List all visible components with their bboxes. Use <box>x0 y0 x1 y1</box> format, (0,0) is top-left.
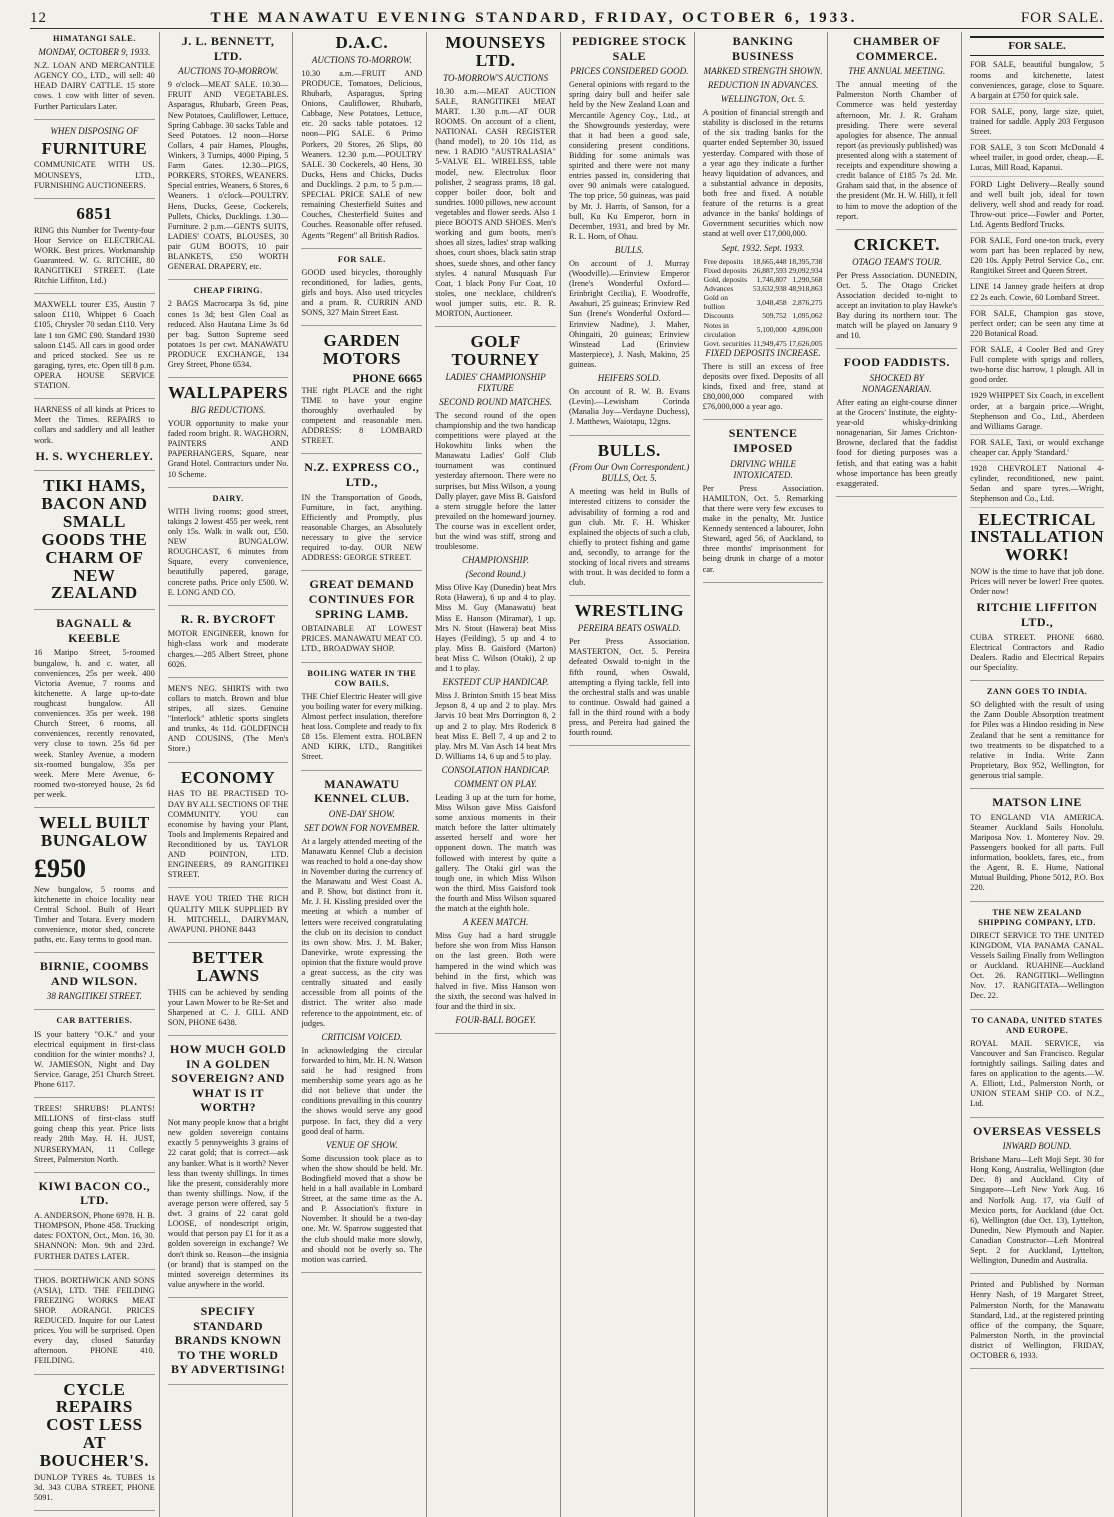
garden-motors-ad <box>301 332 422 454</box>
table-row <box>703 293 824 311</box>
table-row <box>703 284 824 293</box>
article-subheading: INWARD BOUND. <box>1002 1141 1072 1152</box>
ad-heading: THE NEW ZEALAND SHIPPING COMPANY, LTD. <box>978 907 1096 927</box>
chamber-article <box>836 34 957 230</box>
overseas-article <box>970 1124 1104 1275</box>
article-text: Leading 3 up at the turn for home, Miss Wilson gave Miss Gaisford some anxious moments in their match before the latter ultimately asserted herself and wore her opponent down. The match was followed with interest by quite a gallery. The Otaki girl was the tough one, in which Miss Wilson won the third. Miss Gaisford took the fourth and Miss Wilson squared the match at the eighth hole. <box>435 792 556 914</box>
article-subheading: HEIFERS SOLD. <box>597 373 661 384</box>
article-subheading: DRIVING WHILE INTOXICATED. <box>730 458 796 480</box>
bagnall-ad <box>34 616 155 808</box>
article-text: In acknowledging the circular forwarded to him, Mr. H. N. Watson said he had resigned from membership some years ago as he did not believe that under the conditions prevailing in this country the shows would serve any good purpose. In fact, they did a very good deal of harm. <box>301 1045 423 1136</box>
ad-heading: CAR BATTERIES. <box>56 1016 133 1026</box>
table-cell: 509,752 <box>762 311 787 321</box>
article-text: General opinions with regard to the spring dairy bull and heifer sale held by the New Zealand Loan and Mercantile Agency Coy., Ltd., at the Showgrounds yesterday, were that it had been a good sale, considering present conditions. Bidding for some animals was spirited and there were not many entries passed in, considering that over 90 animals were catalogued. The top price, 50 guineas, was paid by Mr. J. Harris, of Sanson, for a bull, Ku Ku Emperor, born in December, 1931, and bred by Mr. R. L. Horn, of Ohau. <box>568 80 690 241</box>
classified-ad: FOR SALE, Champion gas stove, perfect order; can be seen any time at 220 Botanical Road. <box>970 309 1104 342</box>
classified-ad: FORD Light Delivery—Really sound and well built job, ideal for town delivery, well shod and ready for road. Throw-out price—Fowler and Porter, Ltd. Agents Bedford Trucks. <box>970 180 1104 234</box>
article-text: Per Press Association. DUNEDIN, Oct. 5. The Otago Cricket Association decided to-night to accept an invitation to play Hawke's Bay during its northern tour. The match will be played on January 9 and 10. <box>836 270 958 341</box>
ad-subheading: TO-MORROW'S AUCTIONS <box>443 72 548 83</box>
article-subheading: LADIES' CHAMPIONSHIP FIXTURE <box>445 371 546 393</box>
ad-heading: ECONOMY <box>181 767 276 787</box>
article-subheading: (Second Round.) <box>465 569 526 580</box>
masthead-title: THE MANAWATU EVENING STANDARD, FRIDAY, OCTOBER 6, 1933. <box>210 9 858 26</box>
ad-heading: BIRNIE, COOMBS AND WILSON. <box>39 959 149 988</box>
table-cell: 4,896,000 <box>792 325 823 335</box>
ad-text: YOUR opportunity to make your faded room bright. R. WAGHORN, PAINTERS AND PAPERHANGERS, Square, near Grand Hotel. Contractors under No. 10 Scheme. <box>167 418 289 479</box>
ad-text: CUBA STREET. PHONE 6680. Electrical Contractors and Radio Dealers. Radio and Electrical Repairs our Speciality. <box>970 632 1104 672</box>
ad-heading: BOILING WATER IN THE COW BAILS. <box>307 668 417 688</box>
trees-ad <box>34 1104 155 1173</box>
table-row <box>703 321 824 339</box>
ad-text: THOS. BORTHWICK AND SONS (A'SIA), LTD. THE FEILDING FREEZING WORKS MEAT SHOP. AORANGI. PRICES REDUCED. Inquire for our Latest prices. You will be surprised. Open every day, closed Saturday afternoon. PHONE 410. FEILDING. <box>34 1275 155 1366</box>
article-subheading: COMMENT ON PLAY. <box>454 778 537 789</box>
columns <box>30 32 1108 1503</box>
article-text: Per Press Association. MASTERTON, Oct. 5. Pereira defeated Oswald to-night in the fifth round, when Oswald, attempting a flying tackle, fell into the orchestral stalls and was unable to continue. Oswald had gained a fall in the third round with a body press, and Pereira had gained the fourth round. <box>568 637 690 738</box>
food-article <box>836 355 957 497</box>
ad-heading: MOUNSEYS LTD. <box>445 33 546 70</box>
classified-ad: LINE 14 Janney grade heifers at drop £2 2s each. Cowie, 60 Lombard Street. <box>970 282 1104 305</box>
article-text: Per Press Association. HAMILTON, Oct. 5. Remarking that there were very few excuses to make in the penalty, Mr. Justice Kennedy sentenced a labourer, John Steward, aged 56, of Auckland, to three months' imprisonment for being drunk in charge of a motor car. <box>702 483 824 574</box>
ad-intro: WHEN DISPOSING OF <box>50 125 139 136</box>
ad-heading: D.A.C. <box>335 33 389 52</box>
table-cell: 18,395,738 <box>788 256 823 266</box>
table-cell: Free deposits <box>703 256 744 266</box>
ad-text: MOTOR ENGINEER, known for high-class work and moderate charges.—285 Albert Street, phone 6026. <box>167 629 289 669</box>
for-sale-heading: FOR SALE. <box>970 36 1104 56</box>
harness-ad <box>34 405 155 471</box>
mounseys-ad <box>435 34 556 327</box>
cricket-article <box>836 236 957 350</box>
table-cell: 18,665,448 <box>752 256 787 266</box>
pedigree-article <box>569 34 690 436</box>
gold-article <box>168 1042 289 1298</box>
ad-heading: J. L. BENNETT, LTD. <box>181 34 275 63</box>
ad-text: HAVE YOU TRIED THE RICH QUALITY MILK SUPPLIED BY H. MITCHELL, DAIRYMAN, AWAPUNI. PHONE 8443 <box>167 894 289 934</box>
ad-text: WITH living rooms; good street, takings 2 lowest 455 per week, rent only 15s. Walk in walk out, £50. NEW BUNGALOW. ROUGHCAST, 6 minutes from Square, every convenience, beautifully papered, garage, concrete paths. Price only £500. W. E. LONG AND CO. <box>167 506 289 597</box>
banking-table <box>703 257 824 348</box>
wallpapers-ad <box>168 384 289 487</box>
cheap-firing-ad <box>168 286 289 378</box>
ad-subheading: AUCTIONS TO-MORROW. <box>311 54 412 65</box>
article-text: On account of R. W. B. Evans (Levin).—Lewisham Corinda (Manalia Joy—Verdayne Duchess), J. Matthews, Waiotapu, 12gns. <box>568 387 690 427</box>
table-cell: 1,746,807 <box>756 274 787 284</box>
ad-heading: CHEAP FIRING. <box>193 286 263 296</box>
column-5 <box>565 32 695 1517</box>
ad-heading: TO CANADA, UNITED STATES AND EUROPE. <box>971 1015 1103 1035</box>
mitchell-ad <box>168 894 289 942</box>
ad-address: 38 RANGITIKEI STREET. <box>46 991 142 1002</box>
ad-text: 9 o'clock—MEAT SALE. 10.30—FRUIT AND VEGETABLES. Asparagus, Rhubarb, Green Peas, New Potatoes, Cauliflower, Lettuce, Spring Cabbage. 30 sacks Table and Seed Potatoes. 12 noon—Horse Collars, 4 pair Hames, Ploughs, Winkers, 3 Turnips, 4000 Piping, 5 Farm Gates. 12.30—PIGS, PORKERS, STORES, WEANERS. Special entries, Weaners, 6 Stores, 6 Weaners. 1 o'clock—POULTRY. Hens, Ducks, Geese, Cockerels, Pullets, Chicks, Ducklings. 1.30—Furniture. 2 p.m.—GENTS SUITS, LADIES' COATS, BLOUSES, 30 pair GUM BOOTS, 10 pair BLANKETS, £50 WORTH GENERAL DRAPERY, etc. <box>167 80 289 272</box>
specify-ad <box>168 1304 289 1385</box>
classified-ad: FOR SALE, 4 Cooler Bed and Grey Full complete with sprigs and rollers, two-horse disc harrow, 1 plough. All in good order. <box>970 345 1104 388</box>
ad-text: THE Chief Electric Heater will give you boiling water for every milking. Almost perfect insulation, therefore heat loss. Complete and ready to fix £8 15s. Element extra. HOLBEN AND KIRK, LTD., Rangitikei Street. <box>301 691 423 762</box>
classified-ad: FOR SALE, beautiful bungalow, 5 rooms and kitchenette, latest conveniences, garage, close to Square. A bargain at £750 for quick sale. <box>970 60 1104 103</box>
ritchie-ad <box>34 205 155 295</box>
classified-ad: 1929 WHIPPET Six Coach, in excellent order, at a bargain price.—Wright, Stephenson and Co., Ltd., Aberdeen and Williams Garage. <box>970 391 1104 434</box>
article-heading: GOLF TOURNEY <box>451 332 540 370</box>
ad-heading: N.Z. EXPRESS CO., LTD., <box>304 460 420 489</box>
article-subheading: THE ANNUAL MEETING. <box>848 66 946 77</box>
ad-text: ROYAL MAIL SERVICE, via Vancouver and San Francisco. Regular fortnightly sailings. Sailing dates and fares on application to the agents.—W. A. Elliott, Ltd., Palmerston North, or UNION STEAM SHIP CO. of N.Z., Ltd. <box>970 1038 1104 1109</box>
for-sale-list <box>970 60 1104 507</box>
article-subheading: CRITICISM VOICED. <box>321 1031 403 1042</box>
table-cell: 48,918,863 <box>788 283 823 293</box>
table-cell: 11,949,475 <box>753 338 787 348</box>
table-cell: 1,290,568 <box>792 274 823 284</box>
boiling-water-ad <box>301 669 422 771</box>
cycle-repairs-ad <box>34 1381 155 1512</box>
article-heading: WRESTLING <box>574 601 684 621</box>
table-row <box>703 311 824 320</box>
ad-text: MEN'S NEG. SHIRTS with two collars to match. Brown and blue stripes, all sizes. Genuine "Interlock" athletic sports singlets and trunks, 4s 11d. GOLDFINCH AND COUSINS, (The Men's Store.) <box>167 683 289 754</box>
table-row <box>703 266 824 275</box>
article-text: There is still an excess of free deposits over fixed. Deposits of all kinds, fixed and free, stand at £80,000,000 compared with £76,000,000 a year ago. <box>702 361 824 412</box>
article-heading: CHAMBER OF COMMERCE. <box>853 34 941 63</box>
ad-text: SO delighted with the result of using the Zann Double Absorption treatment for Piles was a Hindoo residing in New Zealand that he sent a remittance for two treatments to be dispatched to a relative in India. Write Zann Proprietary, Box 952, Wellington, for generous trial sample. <box>970 700 1104 780</box>
bennett-ad <box>168 34 289 280</box>
article-subheading: ONE-DAY SHOW. <box>328 808 395 819</box>
ad-heading: R. R. BYCROFT <box>180 611 276 626</box>
ad-text: THE right PLACE and the right TIME to have your engine thoroughly overhauled by competent and reasonable men. ADDRESS: 8 LOMBARD STREET. <box>301 385 423 446</box>
ad-text: 16 Matipo Street, 5-roomed bungalow, h. and c. water, all conveniences, 25s per week. 400 Victoria Avenue, 7 rooms and kitchenette. A large up-to-date roughcast bungalow. All conveniences. 35s per week. 198 Church Street, 6 rooms, all conveniences, recently renovated, very close to town. 25s 6d per week. Stanley Avenue, a modern six-roomed bungalow, 35s per week. Mere Mere Avenue, 6-roomed two-storeyed house, 2s 6d per week. <box>34 648 155 799</box>
article-text: The second round of the open championship and the two handicap competitions were played at the Hokowhitu links when the Manawatu Ladies' Golf Club tournament was continued yesterday afternoon. There were no surprises, but Miss Wilson, a young Dally player, gave Miss B. Gaisford a stern struggle before the latter prevailed on the homeward journey. The course was in excellent order, but the wind was stiff, strong and troublesome. <box>435 410 556 552</box>
ad-phone: PHONE 6665 <box>352 371 423 386</box>
article-heading: BULLS. <box>597 440 661 460</box>
tiki-ad <box>34 477 155 610</box>
imprint-text: Printed and Published by Norman Henry Nash, of 19 Margaret Street, Palmerston North, for the Manawatu Standard, Ltd., at the registered printing office of the company, the Square, Palmerston North, in the provincial district of Wellington, FRIDAY, OCTOBER 6, 1933. <box>970 1280 1104 1361</box>
article-subheading: FOUR-BALL BOGEY. <box>455 1015 536 1026</box>
ad-heading: WALLPAPERS <box>168 383 289 403</box>
table-cell: 3,048,458 <box>756 297 787 307</box>
table-cell: Gold on bullion <box>703 293 729 312</box>
classified-ad: 1928 CHEVROLET National 4-cylinder, reconditioned, new paint. Sedan and spare tyres.—Wright, Stephenson and Co., Ltd. <box>970 464 1104 507</box>
ad-text: NOW is the time to have that job done. Prices will never be lower! Free quotes. Order now! <box>970 567 1104 597</box>
bulls-article <box>569 442 690 597</box>
cars-ad <box>34 300 155 399</box>
ad-heading: KIWI BACON CO., LTD. <box>38 1178 151 1208</box>
article-text: The annual meeting of the Palmerston North Chamber of Commerce was held yesterday afternoon, Mr. J. R. Graham presiding. There were several apologies for absence. The annual report (as previously published) was presented along with a statement of receipts and expenditure showing a credit balance of £185 7s 2d. Mr. Graham said that, in the absence of the president (Mr. H. W. Hill), it fell to him to move the adoption of the report. <box>836 80 958 221</box>
table-cell: Advances <box>703 283 734 293</box>
classified-ad: FOR SALE, Taxi, or would exchange cheaper car. Apply 'Standard.' <box>970 438 1104 461</box>
table-row <box>703 257 824 266</box>
ad-heading: RITCHIE LIFFITON LTD., <box>976 600 1098 630</box>
ad-text: IS your battery "O.K." and your electrical equipment in first-class condition for the winter months? J. W. JAMIESON, Night and Day Service. Garage, 251 Church Street. Phone 6117. <box>34 1029 155 1090</box>
ad-text: IN the Transportation of Goods, Furniture, in fact, anything. Efficiently and Promptly, plus reasonable Charges, an Absolutely necessary to give the service required to-day. OUR NEW ADDRESS: GEORGE STREET. <box>301 492 423 563</box>
table-cell: Govt. securities <box>703 338 751 348</box>
imprint <box>970 1280 1104 1369</box>
article-subheading: SHOCKED BY NONAGENARIAN. <box>861 372 932 394</box>
ad-heading: 6851 <box>76 203 113 223</box>
article-text: Miss J. Brinton Smith 15 beat Miss Jepson 8, 4 up and 2 to play. Mrs Jarvis 10 beat Mrs Dorrington 8, 2 up and 2 to play. Mrs Roderick 8 beat Miss E. Bell 7, 4 up and 2 to play. Mrs M. Van Asch 14 beat Mrs D. Williams 14, 6 up and 5 to play. <box>435 691 556 761</box>
table-cell: 2,876,275 <box>792 297 823 307</box>
himatangi-sale-ad <box>34 34 155 120</box>
column-4 <box>431 32 561 1517</box>
bycroft-ad <box>168 612 289 678</box>
article-subheading: PEREIRA BEATS OSWALD. <box>577 623 681 634</box>
table-cell: 17,626,005 <box>788 338 823 348</box>
article-heading: OVERSEAS VESSELS <box>972 1123 1102 1138</box>
ad-heading: FOR SALE. <box>337 254 386 264</box>
article-subheading: MARKED STRENGTH SHOWN. <box>703 66 823 77</box>
electrical-ad <box>970 511 1104 682</box>
table-row <box>703 339 824 348</box>
ad-text: HARNESS of all kinds at Prices to Meet the Times. REPAIRS to collars and saddlery and all leather work. <box>34 405 155 445</box>
dac-ad <box>301 34 422 249</box>
ad-text: A. ANDERSON, Phone 6978. H. B. THOMPSON, Phone 458. Trucking dates: FOXTON, Oct., Mon. 16, 30. SHANNON: Mon. 9th and 23rd. FURTHER DATES LATER. <box>34 1211 155 1261</box>
column-8 <box>966 32 1108 1517</box>
ad-heading: MATSON LINE <box>992 795 1082 810</box>
column-2 <box>164 32 294 1517</box>
article-heading: FOOD FADDISTS. <box>843 355 950 370</box>
ad-heading: TIKI HAMS, BACON AND SMALL GOODS THE CHARM OF NEW ZEALAND <box>41 476 148 603</box>
ad-heading: HIMATANGI SALE. <box>52 34 136 43</box>
ad-heading: CYCLE REPAIRS COST LESS AT BOUCHER'S. <box>39 1379 150 1470</box>
page-number: 12 <box>30 9 47 26</box>
section-label: FOR SALE. <box>1020 9 1104 26</box>
article-text: Miss Olive Kay (Dunedin) beat Mrs Rota (Hawera), 6 up and 4 to play. Miss M. Guy (Manawatu) beat Miss E. Hanson (Miramar), 1 up. Mrs N. Stout (Hawera) beat Miss Hayes (Feilding), 5 up and 4 to play. Miss B. Gaisford (Marton) beat Miss C. Wilson (Otaki), 2 up and 1 to play. <box>435 583 556 674</box>
article-heading: SENTENCE IMPOSED <box>728 426 798 456</box>
nz-shipping-ad <box>970 908 1104 1010</box>
table-cell: Discounts <box>703 311 734 321</box>
article-text: At a largely attended meeting of the Manawatu Kennel Club a decision was reached to hold a one-day show in November during the currency of the Manawatu and West Coast A. and P. Show, but distinct from it. Mr. J. H. Kissling presided over the meeting at which a number of letters were received congratulating the club on its decision to conduct its own show. Mrs. J. M. Baker, Danevirke, wrote expressing the opinion that the fixture would prove a great success, as the city was centrally situated and easily accessible from all points of the district. The writer also made reference to the appointment, etc. of judges. <box>301 836 423 1028</box>
ad-text: RING this Number for Twenty-four Hour Service on ELECTRICAL WORK. Best prices. Workmanship Guaranteed. W. G. RITCHIE, 80 RANGITIKEI STREET. (Late Ritchie Liffiton, Ltd.) <box>34 225 155 286</box>
article-subheading: SET DOWN FOR NOVEMBER. <box>304 822 420 833</box>
borthwick-ad <box>34 1276 155 1375</box>
ad-heading: H. S. WYCHERLEY. <box>35 448 154 463</box>
ad-heading: DAIRY. <box>212 493 244 503</box>
lamb-ad <box>301 577 422 662</box>
article-subheading: (From Our Own Correspondent.) BULLS, Oct. 5. <box>569 462 690 484</box>
lawns-ad <box>168 949 289 1036</box>
article-subheading: A KEEN MATCH. <box>462 917 529 928</box>
ad-text: COMMUNICATE WITH US. MOUNSEYS, LTD., FURNISHING AUCTIONEERS. <box>34 160 155 190</box>
article-heading: MANAWATU KENNEL CLUB. <box>314 776 410 806</box>
article-text: Miss Guy had a hard struggle before she won from Miss Hanson on the last green. Both were hampered in the wind which was behind in the first, which was halved in five. Miss Hanson won the sixth, the second was halved in four and the third in six. <box>435 931 556 1011</box>
banking-article <box>703 34 824 420</box>
ad-heading: ZANN GOES TO INDIA. <box>986 687 1088 697</box>
kiwi-bacon-ad <box>34 1179 155 1270</box>
article-text: On account of J. Murray (Woodville).—Erinview Emperor (Irene's Wonderful Oxford—Erinbright Cecilia), F. Woodroffe, Awahuri, 25 guineas; Erinview Red Sun (Irene's Wonderful Oxford—Erinview Nadine), J. Maher, Ohingaiti, 20 guineas; Erinview Winstead Lad (Erinview Masterpiece), J. Nash, Makino, 25 guineas. <box>568 258 690 370</box>
ad-text: 10.30 a.m.—MEAT AUCTION SALE, RANGITIKEI MEAT MART. 1.30 p.m.—AT OUR ROOMS. On account of a client, NATIONAL CASH REGISTER (hand model), to 20 10s 11d, as new. 1 RADIO "AUSTRALASIA" 5-VALVE EL. WIRELESS, table model, new. Electrolux floor polisher, 2 seagrass prams, 18 gal. copper boiler door, bolt and sundries. 1000 pillows, new account vegetables and flower seeds. Also 1 piece BOOTS AND SHOES. Men's working and gum boots, men's shoes all sizes, ladies' strap walking shoes, court shoes, black satin strap shoes, suede shoes, and other fancy styles. 4 natural Musquash Fur Coat, 1 black Pony Fur Coat, 10 stoles, one necklace, children's wool jumper suits, etc. R. R. MORTON, Auctioneer. <box>435 86 556 319</box>
article-text: A position of financial strength and stability is disclosed in the returns of the six trading banks for the quarter ended September 30, issued yesterday. Compared with those of a year ago they indicate a further heavy liquidation of advances, and a substantial advance in deposits, both free and fixed. A notable feature of the returns is a great advance in the banks' holdings of Government securities which now stand at well over £17,000,000. <box>702 108 824 239</box>
ad-heading: WELL BUILT BUNGALOW <box>39 813 150 850</box>
article-subheading: BULLS. <box>614 244 644 255</box>
article-text: Not many people know that a bright new golden sovereign contains exactly 5 pennyweights 3 grains of 22 carat gold; that is correct—ask any banker. What is it worth? Never less than twenty shillings. In times like the present, considerably more than twenty shillings. Now, if the average person were offered, say 5 dwt. 3 grains of 22 carat gold LOOSE, of nondescript origin, would that person pay £1 for it as a golden sovereign in exchange? We don't think so. Reason—the insignia (or brand) that is stamped on the minted sovereign determines its value anywhere in the world. <box>167 1118 289 1289</box>
ad-text: HAS TO BE PRACTISED TO-DAY BY ALL SECTIONS OF THE COMMUNITY. YOU can economise by having your Plant, Tools and Implements Repaired and Reconditioned by us. TAYLOR AND POINTON, LTD. ENGINEERS, 89 RANGITIKEI STREET. <box>167 789 289 880</box>
table-cell: 29,092,934 <box>788 265 823 275</box>
table-cell: 26,887,593 <box>752 265 787 275</box>
ad-text: N.Z. LOAN AND MERCANTILE AGENCY CO., LTD., will sell: 40 HEAD DAIRY CATTLE. 15 store cows. 1 cow with litter of seven. Further Particulars Later. <box>34 61 155 111</box>
ad-heading: FURNITURE <box>41 138 148 158</box>
ad-date: MONDAY, OCTOBER 9, 1933. <box>38 47 151 58</box>
car-batteries-ad <box>34 1016 155 1098</box>
sentence-article <box>703 426 824 582</box>
article-subheading: CONSOLATION HANDICAP. <box>441 764 550 775</box>
article-text: A meeting was held in Bulls of interested citizens to consider the advisability of forming a rod and gun club. Mr. F. H. Whisker explained the objects of such a club, chiefly to protect fishing and game and, secondly, to arrange for the stocking of local rivers and streams with trout. It was decided to form a club. <box>568 487 690 588</box>
article-subheading: EKSTEDT CUP HANDICAP. <box>442 677 549 688</box>
table-cell: 1,095,062 <box>792 311 823 321</box>
article-subheading: PRICES CONSIDERED GOOD. <box>570 66 689 77</box>
ad-heading: ELECTRICAL INSTALLATION WORK! <box>970 509 1104 565</box>
article-text: Brisbane Maru—Left Moji Sept. 30 for Hong Kong, Australia, Wellington (due Dec. 8) and Auckland. City of Singapore—Left New York Aug. 16 and Norfolk Aug. 17, via Gulf of Mexico ports, for Auckland (due Oct. 6), Wellington (due Oct. 13), Lyttelton, Dunedin, New Plymouth and Napier. Canadian Constructor—Left Montreal Sept. 2 for Auckland, Lyttelton, Wellington, Dunedin and Australia. <box>970 1155 1104 1266</box>
ad-text: GOOD used bicycles, thoroughly reconditioned, for ladies, gents, girls and boys. Also used tricycles and a pram. R. CURRIN AND SONS, 327 Main Street East. <box>301 267 423 318</box>
dairy-ad <box>168 494 289 606</box>
birnie-ad <box>34 959 155 1010</box>
matson-ad <box>970 795 1104 902</box>
article-subheading: CHAMPIONSHIP. <box>462 555 530 566</box>
ad-subheading: AUCTIONS TO-MORROW. <box>178 66 279 77</box>
classified-ad: FOR SALE, 3 ton Scott McDonald 4 wheel trailer, in good order, cheap.—E. Lucas, Mill Road, Kapanui. <box>970 143 1104 176</box>
golf-article <box>435 333 556 1034</box>
express-ad <box>301 460 422 571</box>
ad-text: TO ENGLAND VIA AMERICA. Steamer Auckland Sails Honolulu. Mariposa Nov. 1. Monterey Nov. 29. Passengers booked for all parts. Full information, booklets, fares, etc., from the Agent, R. E. Hume, National Mutual Building, Phone 5012, P.O. Box 220. <box>970 812 1104 893</box>
article-heading: HOW MUCH GOLD IN A GOLDEN SOVEREIGN? AND WHAT IS IT WORTH? <box>169 1041 287 1115</box>
economy-ad <box>168 769 289 889</box>
article-subheading: SECOND ROUND MATCHES. <box>439 396 553 407</box>
ad-heading: SPECIFY STANDARD BRANDS KNOWN TO THE WORLD BY ADVERTISING! <box>170 1303 286 1377</box>
classified-ad: FOR SALE, pony, large size, quiet, trained for saddle. Apply 203 Ferguson Street. <box>970 107 1104 140</box>
ad-text: OBTAINABLE AT LOWEST PRICES. MANAWATU MEAT CO. LTD., BROADWAY SHOP. <box>301 624 423 654</box>
ad-heading: GARDEN MOTORS <box>322 331 401 369</box>
furniture-ad <box>34 126 155 199</box>
ad-heading: BAGNALL & KEEBLE <box>56 616 133 645</box>
kennel-article <box>301 777 422 1273</box>
ad-text: THIS can be achieved by sending your Lawn Mower to be Re-Set and Sharpened at C. J. GILL AND SON, PHONE 6438. <box>167 987 289 1027</box>
ad-text: MAXWELL tourer £35, Austin 7 saloon £110, Whippet 6 Coach £105, Chrysler 70 sedan £110. Very late 1 ton GMC £90. Standard 1930 saloon £145. All cars in good order and priced stocked. See us re garaging, tyres, etc. Open till 8 p.m. OPERA HOUSE SERVICE STATION. <box>34 300 155 391</box>
article-text: After eating an eight-course dinner at the Grocers' Institute, the eighty-year-old whisky-drinking nonagenarian, Sir James Crichton-Browne, declared that the faddist food for dieting purposes was a fetish, and that eating was a habit whose importance has been greatly exaggerated. <box>836 397 958 488</box>
ad-text: 2 BAGS Macrocarpa 3s 6d, pine cones 1s 3d; best Glen Coal as reduced. Also Hautana Lime 3s 6d per bag. Sutton Supreme seed potatoes 1s per cwt. MANAWATU PRODUCE EXCHANGE, 134 Grey Street, Phone 6534. <box>167 299 289 370</box>
bicycles-ad <box>301 255 422 327</box>
wrestling-article <box>569 602 690 746</box>
canada-ad <box>970 1016 1104 1118</box>
column-7 <box>832 32 962 1517</box>
article-dateline: WELLINGTON, Oct. 5. <box>720 94 806 105</box>
article-subheading: OTAGO TEAM'S TOUR. <box>852 256 942 267</box>
column-3 <box>297 32 427 1517</box>
article-subheading: REDUCTION IN ADVANCES. <box>707 80 819 91</box>
article-subheading: VENUE OF SHOW. <box>325 1139 398 1150</box>
zann-ad <box>970 687 1104 789</box>
mens-shirts-ad <box>168 684 289 763</box>
table-cell: 5,100,000 <box>756 325 787 335</box>
ad-text: TREES! SHRUBS! PLANTS! MILLIONS of first-class stuff going cheap this year. Price lists ready 28th May. H. H. JUST, NURSERYMAN, 11 College Street, Palmerston North. <box>34 1104 155 1164</box>
ad-text: 10.30 a.m.—FRUIT AND PRODUCE, Tomatoes, Delicious, Rhubarb, Asparagus, Spring Onions, Cauliflower, Rhubarb, Cabbage, New Potatoes, Lettuce, etc. 20 sacks table potatoes. 12 noon—PIG SALE. 6 Primo Porkers, 20 Stores, 26 Slips, 80 Weaners. 12.30 p.m.—POULTRY SALE. 30 Cockerels, 40 Hens, 30 Ducks, Hens and Chicks, Ducks and Ducklings. 2 p.m. to 5 p.m.—SPECIAL PRICE SALE of new remaining Chesterfield Suites and Couches, Chesterfield Suites and Couches. Reasonable offer refused. Agents "Regent" all British Radios. <box>301 68 423 240</box>
bungalow-ad <box>34 814 155 953</box>
table-heading: Sept. 1932. Sept. 1933. <box>721 242 805 253</box>
masthead <box>30 8 1104 29</box>
table-cell: 53,632,938 <box>752 283 787 293</box>
ad-text: DIRECT SERVICE TO THE UNITED KINGDOM, VIA PANAMA CANAL. Vessels Sailing Finally from Wellington or Auckland. RUAHINE—Auckland Oct. 26. RANGITIKI—Wellington Nov. 17. RANGITATA—Wellington Dec. 22. <box>970 930 1104 1001</box>
ad-text: New bungalow, 5 rooms and kitchenette in choice locality near Central School. Built of Heart Timber and Totara. Every modern convenience, motor shed, concrete paths, etc. Easy terms to good man. <box>34 884 155 945</box>
ad-heading: BETTER LAWNS <box>192 947 265 985</box>
table-cell: Fixed deposits <box>703 265 748 275</box>
table-cell: Gold, deposits <box>703 274 748 284</box>
article-heading: PEDIGREE STOCK SALE <box>572 34 687 63</box>
ad-subheading: BIG REDUCTIONS. <box>190 405 266 416</box>
table-row <box>703 275 824 284</box>
article-heading: CRICKET. <box>853 234 940 254</box>
table-cell: Notes in circulation <box>703 320 736 339</box>
article-text: Some discussion took place as to when the show should be held. Mr. Bodingfield moved that a show be held in a hall available in Lombard Street, at the same time as the A. and P. Association's fixture in November. It should be a two-day one. Mr. W. Sparrow suggested that the club should make more slowly, and should not be overly so. The motion was carried. <box>301 1153 423 1264</box>
ad-heading: GREAT DEMAND CONTINUES FOR SPRING LAMB. <box>308 577 415 621</box>
column-6 <box>699 32 829 1517</box>
article-heading: BANKING BUSINESS <box>732 34 795 63</box>
classified-ad: FOR SALE, Ford one-ton truck, every worn part has been replaced by new, £20 10s. Apply Petrol Service Co., cnr. Rangitikei Street and Queen Street. <box>970 236 1104 279</box>
article-subheading: FIXED DEPOSITS INCREASE. <box>705 347 821 358</box>
ad-text: DUNLOP TYRES 4s. TUBES 1s 3d. 343 CUBA STREET, PHONE 5091. <box>34 1472 155 1503</box>
column-1 <box>30 32 160 1517</box>
ad-price: £950 <box>34 853 86 883</box>
